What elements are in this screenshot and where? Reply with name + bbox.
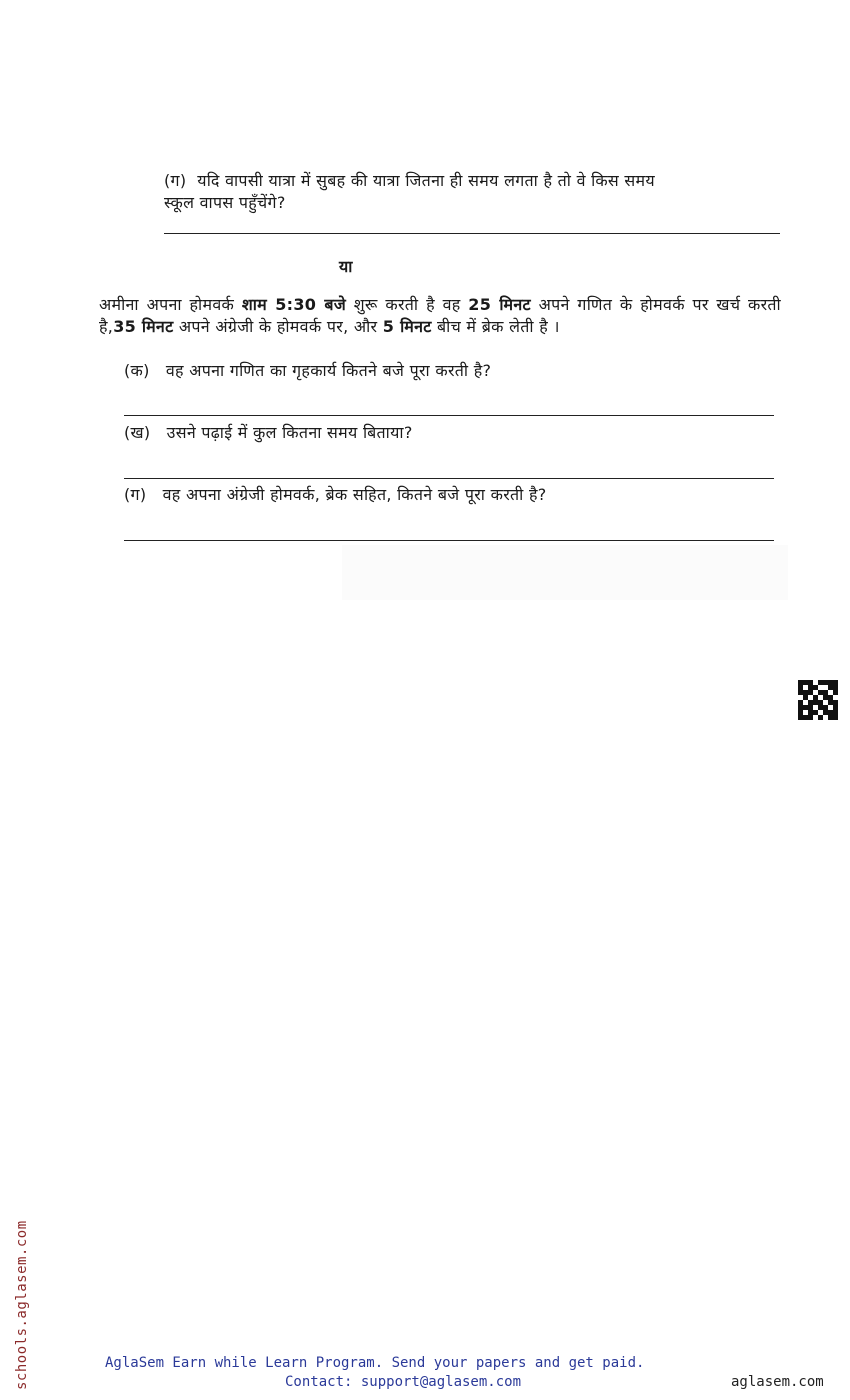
footer-line1: AglaSem Earn while Learn Program. Send your papers and get paid. — [105, 1355, 645, 1371]
question-label: (क) — [124, 361, 150, 380]
question-text-line1: यदि वापसी यात्रा में सुबह की यात्रा जितना ही समय लगता है तो वे किस समय — [197, 171, 655, 190]
paragraph-text-5: बीच में ब्रेक लेती है । — [431, 317, 560, 336]
question-text-line2: स्कूल वापस पहुँचेंगे? — [164, 193, 286, 212]
question-label: (ग) — [124, 485, 147, 504]
answer-line — [124, 478, 774, 479]
qr-code-icon — [798, 680, 838, 720]
or-label: या — [339, 257, 353, 276]
question-text: उसने पढ़ाई में कुल कितना समय बिताया? — [166, 423, 413, 442]
question-g-top-line1 — [164, 170, 756, 192]
question-label: (ग) — [164, 171, 187, 190]
paragraph-text-3: अपने गणित के होमवर्क पर खर्च करती है, — [99, 295, 781, 336]
question-label: (ख) — [124, 423, 151, 442]
paragraph-bold-math-time: 25 मिनट — [468, 295, 531, 314]
paragraph-bold-start-time: शाम 5:30 बजे — [241, 295, 347, 314]
problem-paragraph — [99, 294, 781, 338]
answer-line — [164, 233, 780, 234]
answer-line — [124, 415, 774, 416]
paragraph-bold-english-time: 35 मिनट — [113, 317, 174, 336]
question-ga — [124, 484, 547, 506]
question-kha — [124, 422, 413, 444]
question-text: वह अपना गणित का गृहकार्य कितने बजे पूरा करती है? — [165, 361, 492, 380]
paragraph-text-2: शुरू करती है वह — [346, 295, 469, 314]
paragraph-text-1: अमीना अपना होमवर्क — [99, 295, 242, 314]
footer-contact[interactable]: Contact: support@aglasem.com — [285, 1374, 522, 1390]
footer-site[interactable]: aglasem.com — [731, 1374, 824, 1390]
faint-box — [342, 545, 788, 600]
paragraph-text-4: अपने अंग्रेजी के होमवर्क पर, और — [173, 317, 383, 336]
sidebar-watermark: schools.aglasem.com — [14, 1220, 30, 1390]
question-ka — [124, 360, 491, 382]
paragraph-bold-break-time: 5 मिनट — [382, 317, 432, 336]
question-g-top — [164, 170, 756, 214]
answer-line — [124, 540, 774, 541]
question-text: वह अपना अंग्रेजी होमवर्क, ब्रेक सहित, कितने बजे पूरा करती है? — [162, 485, 547, 504]
